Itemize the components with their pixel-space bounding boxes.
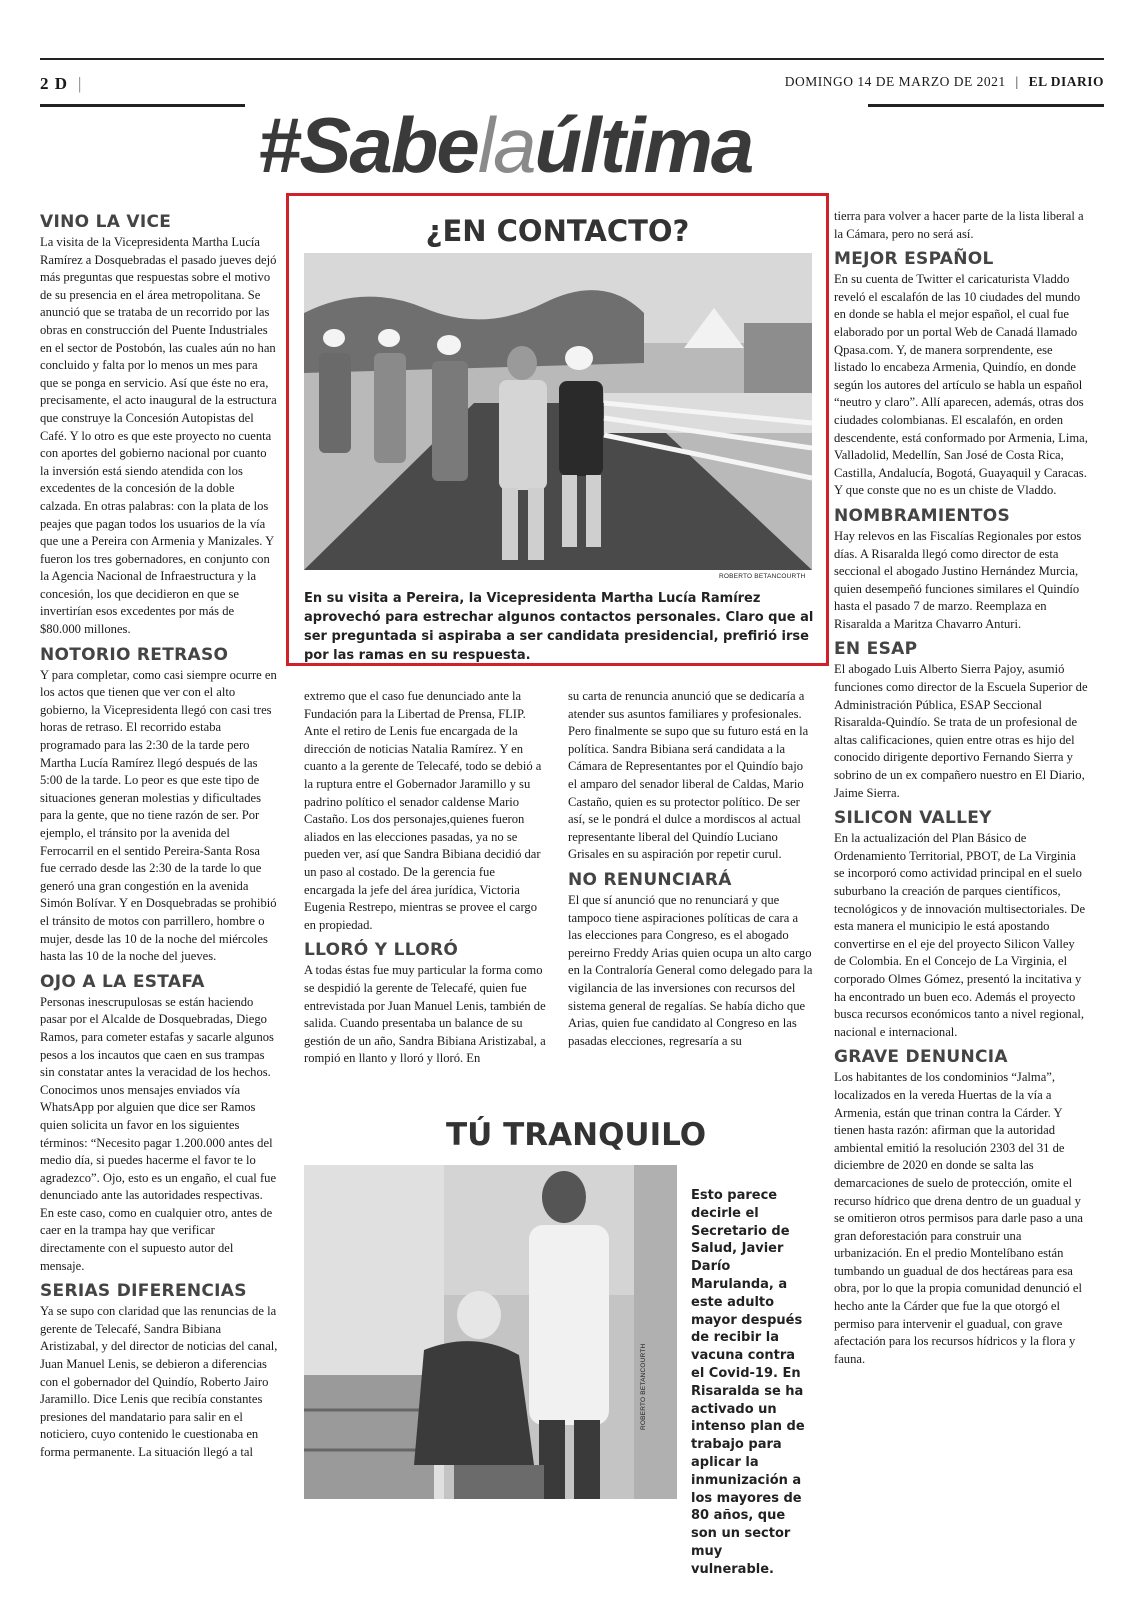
article-text: Y para completar, como casi siempre ocurre en los actos que tienen que ver con el alto gobierno, la Vicepresidenta llegó con casi tres horas de retraso. El recorrido estaba programado para las 2:30 de la tarde pero Martha Lucía Ramírez llegó después de las 5:00 de la tarde. Lo peor es que este tipo de situaciones generan molestias y dificultades para la gente, que no tiene razón de ser. Por ejemplo, el tránsito por la avenida del Ferrocarril en el sentido Pereira-Santa Rosa fue cerrado desde las 2:30 de la tarde lo que generó una gran congestión en la avenida Simón Bolívar. Y en Dosquebradas se prohibió el tránsito de motos con parrillero, hombre o mujer, desde las 10 de la noche del miércoles hasta las 10 de la noche del jueves. <box>40 667 277 964</box>
right-article-grave-denuncia <box>834 1047 1088 1368</box>
section-title: OJO A LA ESTAFA <box>40 971 205 992</box>
article-text: Los habitantes de los condominios “Jalma”, localizados en la vereda Huertas de la vía a Armenia, están que trinan contra la Cárder. Y tienen hasta razón: afirman que la autoridad ambiental emitió la resolución 2303 del 31 de diciembre de 2020 en donde se salta las demarcaciones de suelo de protección, omite el recurso hídrico que drena dentro de un guadual y se omitieron otros permisos para darle paso a una gran deforestación para construir una urbanización. En el predio Montelíbano están tumbando un guadual de dos hectáreas para esa obra, por lo que la propia comunidad denunció el hecho ante la Cárder que fue la que otorgó el permiso para intervenir el guadual, con grave afectación para los recursos hídricos y la flora y fauna. <box>834 1070 1084 1366</box>
page-label: 2 D | <box>40 74 83 93</box>
section-title: LLORÓ Y LLORÓ <box>304 940 459 961</box>
newspaper-name: EL DIARIO <box>1028 74 1104 89</box>
section-title: VINO LA VICE <box>40 212 172 232</box>
right-column <box>834 208 1088 1374</box>
article-text: Ya se supo con claridad que las renuncias de la gerente de Telecafé, Sandra Bibiana Aristizabal, y del director de noticias del canal, Juan Manuel Lenis, se debieron a diferencias con el gobernador del Quindío, Roberto Jairo Jaramillo. Dice Lenis que recibía constantes presiones del mandatario para salir en el noticiero, cuyo contenido le cuestionaba en forma permanente. La situación llegó a tal <box>40 1304 278 1459</box>
article-text: La visita de la Vicepresidenta Martha Lucía Ramírez a Dosquebradas el pasado jueves dejó más preguntas que respuestas sobre el motivo de su presencia en el área metropolitana. Se anunció que se trataba de un recorrido por las obras en construcción del Puente Industriales en el sector de Postobón, las cuales aún no han concluido y falta por lo menos un mes para que se ponga en servicio. Así que éste no era, precisamente, el acto inaugural de la estructura que construye la Concesión Autopistas del Café. Y lo otro es que este proyecto no cuenta con aportes del gobierno nacional por cuanto la inversión está siendo atendida con los excedentes de la concesión de la doble calzada. En otras palabras: con la plata de los peajes que pagan todos los usuarios de la vía que une a Pereira con Armenia y Manizales. Y fueron los tres gobernadores, en conjunto con la Agencia Nacional de Infraestructura y la concesión, los que decidieron en que se invertirían esos excedentes por más de $80.000 millones. <box>40 235 277 637</box>
article-text: extremo que el caso fue denunciado ante la Fundación para la Libertad de Prensa, FLIP. Ante el retiro de Lenis fue encargada de la dirección de noticias Natalia Ramírez. Y en cuanto a la gerente de Telecafé, todo se debió a la ruptura entre el Gobernador Jaramillo y su padrino político el senador caldense Mario Castaño. Los dos personajes,quienes fueron aliados en las elecciones pasadas, ya no se pueden ver, así que Sandra Bibiana decidió dar un paso al costado. De la gerencia fue encargada la jefe del área jurídica, Victoria Eugenia Restrepo, mientras se provee el cargo en propiedad. <box>304 689 542 932</box>
article-text: El abogado Luis Alberto Sierra Pajoy, asumió funciones como director de la Escuela Superior de Administración Pública, ESAP Seccional Risaralda-Quindío. Se trata de un profesional de altas calificaciones, quien entre otras es hijo del conocido dirigente deportivo Fernando Sierra y sobrino de un ex compañero nuestro en El Diario, Jaime Sierra. <box>834 662 1088 800</box>
article-text: En su cuenta de Twitter el caricaturista Vladdo reveló el escalafón de las 10 ciudades del mundo en donde se habla el mejor español, el cual fue elaborado por un portal Web de Canadá llamado Qpasa.com. Y, de manera sorprendente, ese listado lo encabeza Armenia, Quindío, en donde según los autores del artículo se habla un español “neutro y claro”. Allí aparecen, además, otras dos ciudades colombianas. El escalafón, en orden descendente, está conformado por Armenia, Lima, Valladolid, Medellín, San José de Costa Rica, Castilla, Andalucía, Bogotá, Guayaquil y Caracas. Y que conste que no es un chiste de Vladdo. <box>834 272 1088 498</box>
featured-photo-box <box>286 193 829 666</box>
box-title: ¿EN CONTACTO? <box>425 214 690 248</box>
photo-caption: En su visita a Pereira, la Vicepresidenta Martha Lucía Ramírez aprovechó para estrechar algunos contactos personales. Claro que al ser preguntada si aspiraba a ser candidata presidencial, prefirió irse por las ramas en su respuesta. <box>304 591 814 663</box>
left-article-notorio-retraso <box>40 645 278 966</box>
photo-credit: ROBERTO BETANCOURTH <box>719 573 806 580</box>
header-underline-right <box>868 104 1104 107</box>
article-text: A todas éstas fue muy particular la forma como se despidió la gerente de Telecafé, quien fue entrevistada por Juan Manuel Lenis, también de salida. Cuando presentaba un balance de su gestión de un año, Sandra Bibiana Aristizabal, a rompió en llanto y lloró y lloró. En <box>304 963 546 1066</box>
article-text: Personas inescrupulosas se están haciendo pasar por el Alcalde de Dosquebradas, Diego Ramos, para cometer estafas y sacarle algunos pesos a los incautos que caen en sus trampas sin constatar antes la veracidad de los hechos. Conocimos unos mensajes enviados vía WhatsApp por alguien que dice ser Ramos quien solicita un favor en los siguientes términos: “Necesito pagar 1.200.000 antes del medio día, si puedes hacerme el favor te lo agradezco”. Ojo, esto es un engaño, el cual fue denunciado ante las autoridades respectivas. En este caso, como en cualquier otro, antes de caer en la trampa hay que verificar directamente con el supuesto autor del mensaje. <box>40 994 277 1273</box>
left-article-ojo-a-la-estafa <box>40 972 278 1276</box>
right-article-nombramientos <box>834 506 1088 634</box>
issue-date: DOMINGO 14 DE MARZO DE 2021 <box>784 74 1006 89</box>
third-column <box>568 688 814 1056</box>
section-title: NO RENUNCIARÁ <box>568 869 732 890</box>
section-title: MEJOR ESPAÑOL <box>834 249 994 270</box>
section-title: SERIAS DIFERENCIAS <box>40 1281 247 1302</box>
left-article-vino-la-vice <box>40 212 278 639</box>
header-underline-left <box>40 104 245 107</box>
vaccination-photo <box>304 1165 677 1499</box>
right-article-silicon-valley <box>834 808 1088 1041</box>
article-text: su carta de renuncia anunció que se dedicaría a atender sus asuntos familiares y profesionales. Pero finalmente se supo que su futuro está en la política. Sandra Bibiana será candidata a la Cámara de Representantes por el Quindío bajo el amparo del senador liberal de Caldas, Mario Castaño, quien es su protector político. De ser así, se le pondrá el dulce a mordiscos al actual representante liberal del Quindío Luciano Grisales en su aspiración por repetir curul. <box>568 689 809 862</box>
section-title: NOMBRAMIENTOS <box>834 505 1011 526</box>
article-text: El que sí anunció que no renunciará y que tampoco tiene aspiraciones políticas de cara a las elecciones para Congreso, es el abogado pereirno Freddy Arias quien ocupa un alto cargo en la Contraloría General como delegado para la vigilancia de las inversiones con recursos del sistema general de regalías. Se había dicho que Arias, quien fue candidato al Congreso en las pasadas elecciones, regresaría a su <box>568 892 813 1048</box>
article-text: tierra para volver a hacer parte de la lista liberal a la Cámara, pero no será así. <box>834 209 1084 241</box>
left-column <box>40 206 278 1468</box>
section-masthead: #Sabelaúltima <box>258 101 753 189</box>
section-title: NOTORIO RETRASO <box>40 644 229 665</box>
section-title: GRAVE DENUNCIA <box>834 1047 1008 1068</box>
section-title: SILICON VALLEY <box>834 808 992 829</box>
vicepresident-visit-photo <box>304 253 812 570</box>
right-article-mejor-espanol <box>834 249 1088 500</box>
header-dateline: DOMINGO 14 DE MARZO DE 2021 | EL DIARIO <box>784 74 1104 89</box>
top-rule <box>40 58 1104 60</box>
article-text: En la actualización del Plan Básico de Ordenamiento Territorial, PBOT, de La Virginia se incorporó como actividad principal en el suelo suburbano la creación de parques científicos, tecnológicos y de innovación multisectoriales. De esta manera el municipio le está apostando convertirse en el eje del proyecto Silicon Valley de Colombia. En el Concejo de La Virginia, el corporado Olmes Gómez, presentó la incitativa y ha encontrado un buen eco. Además el proyecto busca recursos económicos tanto a nivel regional, nacional e internacional. <box>834 831 1086 1039</box>
photo-credit-vertical: ROBERTO BETANCOURTH <box>640 1343 647 1430</box>
middle-column <box>304 688 546 1074</box>
photo-feature-title: TÚ TRANQUILO <box>446 1117 707 1153</box>
section-title: EN ESAP <box>834 639 918 660</box>
photo-side-caption: Esto parece decirle el Secretario de Salud, Javier Darío Marulanda, a este adulto mayor después de recibir la vacuna contra el Covid-19. En Risaralda se ha activado un intenso plan de trabajo para aplicar la inmunización a los mayores de 80 años, que son un sector muy vulnerable. <box>691 1188 805 1577</box>
left-article-serias-diferencias <box>40 1281 278 1461</box>
right-article-en-esap <box>834 639 1088 802</box>
article-text: Hay relevos en las Fiscalías Regionales por estos días. A Risaralda llegó como director de esta seccional el abogado Justino Hernández Murcia, quien desempeñó funciones similares el Quindío hasta el pasado 7 de marzo. Reemplaza en Risaralda a Maritza Chavarro Anturi. <box>834 528 1082 631</box>
